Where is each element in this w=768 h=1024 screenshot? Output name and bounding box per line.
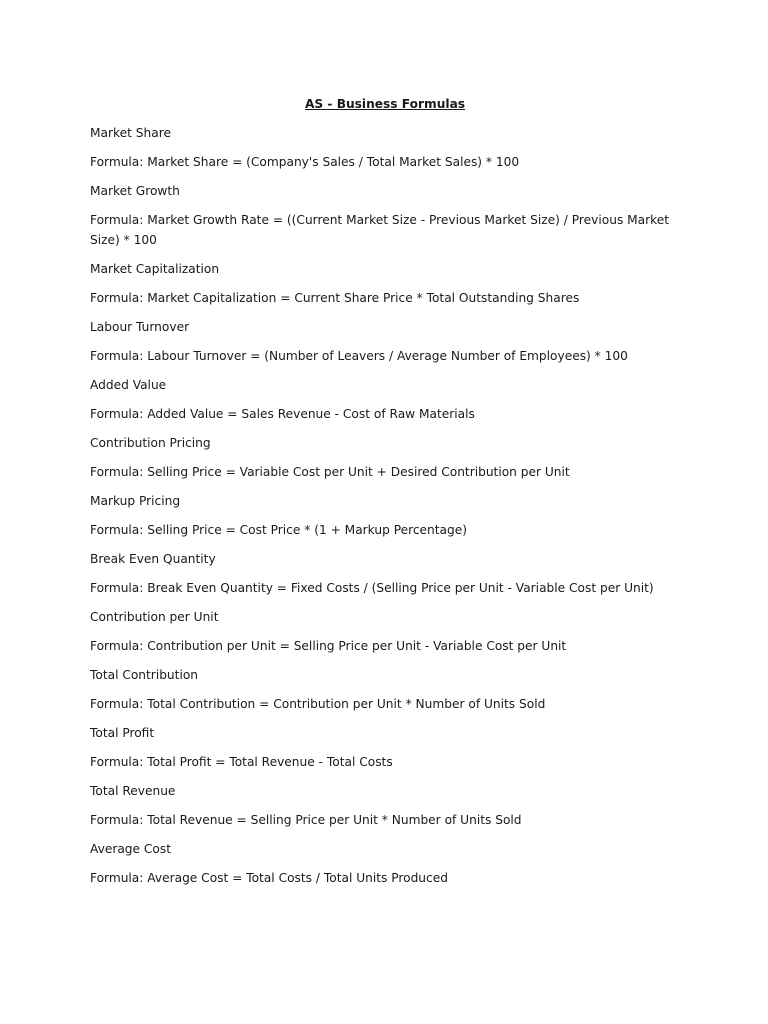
section-added-value (90, 375, 680, 424)
section-formula: Formula: Total Revenue = Selling Price per Unit * Number of Units Sold (90, 813, 522, 827)
section-formula: Formula: Market Growth Rate = ((Current Market Size - Previous Market Size) / Previous Market Size) * 100 (90, 213, 670, 247)
section-heading: Markup Pricing (90, 494, 181, 508)
document-body (90, 94, 680, 897)
section-heading: Total Profit (90, 726, 155, 740)
section-total-contribution (90, 665, 680, 714)
section-heading: Average Cost (90, 842, 172, 856)
section-heading: Total Revenue (90, 784, 176, 798)
section-heading: Added Value (90, 378, 167, 392)
section-formula: Formula: Selling Price = Variable Cost per Unit + Desired Contribution per Unit (90, 465, 570, 479)
section-heading: Contribution Pricing (90, 436, 211, 450)
section-heading: Market Share (90, 126, 171, 140)
section-labour-turnover (90, 317, 680, 366)
section-contribution-per-unit (90, 607, 680, 656)
section-formula: Formula: Market Share = (Company's Sales / Total Market Sales) * 100 (90, 155, 520, 169)
section-break-even-quantity (90, 549, 680, 598)
section-formula: Formula: Average Cost = Total Costs / Total Units Produced (90, 871, 448, 885)
section-average-cost (90, 839, 680, 888)
section-formula: Formula: Break Even Quantity = Fixed Costs / (Selling Price per Unit - Variable Cost per Unit) (90, 581, 654, 595)
section-heading: Break Even Quantity (90, 552, 216, 566)
section-total-profit (90, 723, 680, 772)
document-title: AS - Business Formulas (304, 97, 466, 111)
section-formula: Formula: Contribution per Unit = Selling Price per Unit - Variable Cost per Unit (90, 639, 567, 653)
section-formula: Formula: Added Value = Sales Revenue - Cost of Raw Materials (90, 407, 475, 421)
section-total-revenue (90, 781, 680, 830)
section-heading: Labour Turnover (90, 320, 190, 334)
section-heading: Total Contribution (90, 668, 199, 682)
section-contribution-pricing (90, 433, 680, 482)
section-market-share (90, 123, 680, 172)
section-market-growth (90, 181, 680, 250)
section-heading: Market Growth (90, 184, 180, 198)
section-markup-pricing (90, 491, 680, 540)
section-heading: Contribution per Unit (90, 610, 219, 624)
section-formula: Formula: Selling Price = Cost Price * (1 + Markup Percentage) (90, 523, 468, 537)
section-market-capitalization (90, 259, 680, 308)
section-formula: Formula: Market Capitalization = Current Share Price * Total Outstanding Shares (90, 291, 580, 305)
section-formula: Formula: Labour Turnover = (Number of Leavers / Average Number of Employees) * 100 (90, 349, 628, 363)
section-formula: Formula: Total Profit = Total Revenue - Total Costs (90, 755, 393, 769)
section-formula: Formula: Total Contribution = Contribution per Unit * Number of Units Sold (90, 697, 546, 711)
section-heading: Market Capitalization (90, 262, 220, 276)
